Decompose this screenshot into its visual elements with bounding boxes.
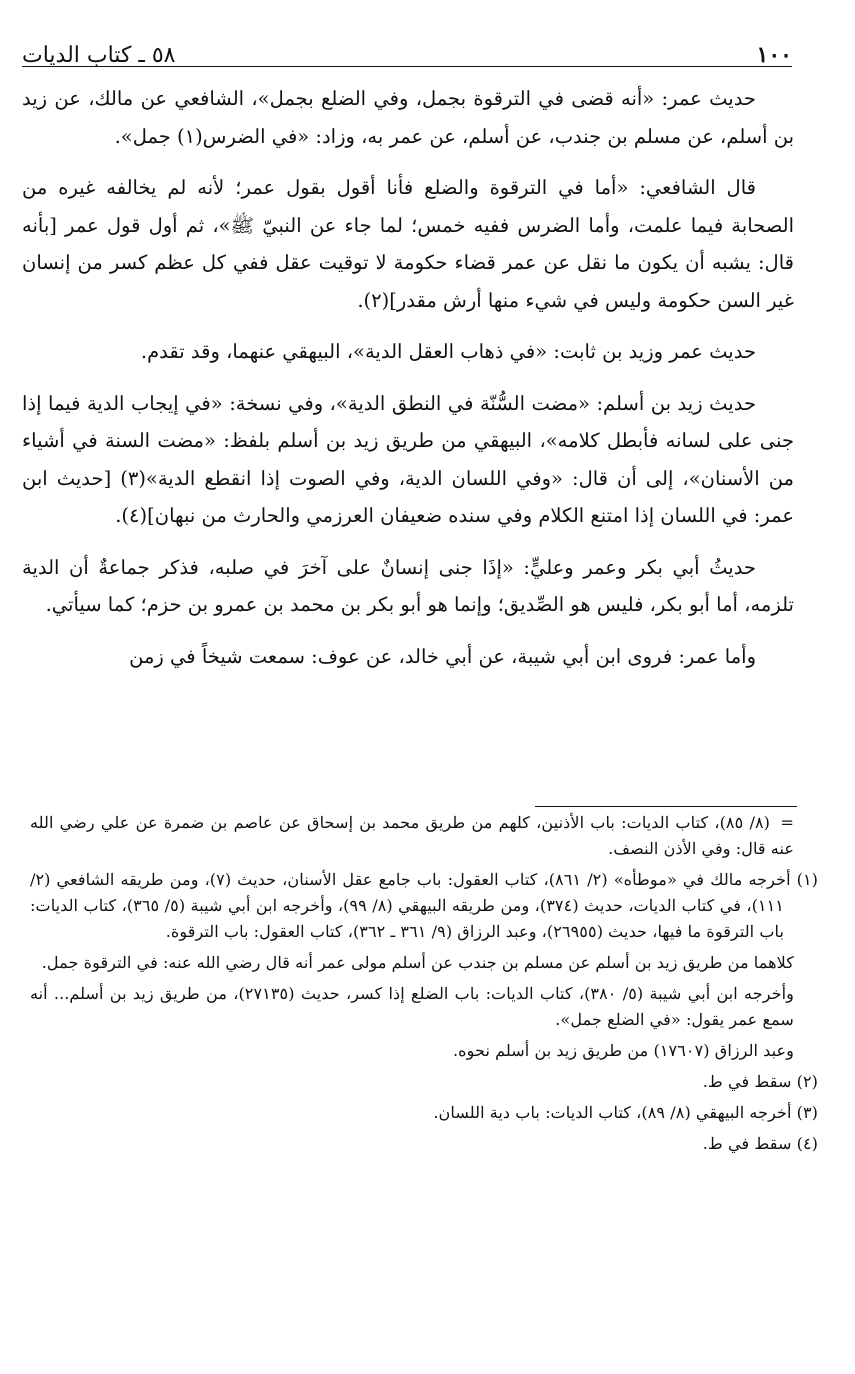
running-title: ٥٨ ـ كتاب الديات [22, 43, 176, 68]
carryover-mark: = [780, 813, 794, 832]
footnote-1-continued-c: وعبد الرزاق (١٧٦٠٧) من طريق زيد بن أسلم نحوه. [453, 1041, 794, 1060]
footnote-2: (٢) سقط في ط. [702, 1072, 818, 1091]
footnote-4: (٤) سقط في ط. [702, 1134, 818, 1153]
footnote-1: (١) أخرجه مالك في «موطأه» (٢/ ٨٦١)، كتاب العقول: باب جامع عقل الأسنان، حديث (٧)، ومن طريقه الشافعي (٢/ ١١١)، في كتاب الديات، حديث (٣٧٤)، ومن طريقه البيهقي (٨/ ٩٩)، وأخرجه ابن أبي شيبة (٥/ ٣٦٥)، كتاب الديات: باب الترقوة ما فيها، حديث (٢٦٩٥٥)، وعبد الرزاق (٩/ ٣٦١ ـ ٣٦٢)، كتاب العقول: باب الترقوة. [30, 870, 818, 941]
paragraph-shafii-saying: قال الشافعي: «أما في الترقوة والضلع فأنا أقول بقول عمر؛ لأنه لم يخالفه غيره من الصحابة فيما علمت، وأما الضرس ففيه خمس؛ لما جاء عن النبيّ ﷺ»، ثم أول قول عمر [بأنه قال: يشبه أن يكون ما نقل عن عمر قضاء حكومة لا توقيت عقل ففي كل عظم كسر من إنسان غير السن حكومة وليس في شيء منها أرش مقدر](٢). [22, 176, 794, 312]
paragraph-abu-bakr-hadith: حديثُ أبي بكر وعمر وعليٍّ: «إذَا جنى إنسانٌ على آخرَ في صلبه، فذكر جماعةٌ أن الدية تلزمه، أما أبو بكر، فليس هو الصِّديق؛ وإنما هو أبو بكر بن محمد بن عمرو بن حزم؛ كما سيأتي. [22, 555, 794, 616]
main-text [22, 80, 794, 689]
paragraph-umar-narration: وأما عمر: فروى ابن أبي شيبة، عن أبي خالد، عن عوف: سمعت شيخاً في زمن [129, 644, 756, 668]
footnote-3: (٣) أخرجه البيهقي (٨/ ٨٩)، كتاب الديات: باب دية اللسان. [433, 1103, 818, 1122]
paragraph-umar-zayd-hadith: حديث عمر وزيد بن ثابت: «في ذهاب العقل الدية»، البيهقي عنهما، وقد تقدم. [140, 340, 756, 363]
footnote-carryover [30, 810, 818, 862]
carryover-text: (٨/ ٨٥)، كتاب الديات: باب الأذنين، كلهم من طريق محمد بن إسحاق عن عاصم بن ضمرة عن علي رضي الله عنه قال: وفي الأذن النصف. [30, 813, 794, 858]
page-header [22, 30, 792, 68]
paragraph-zayd-aslam-hadith: حديث زيد بن أسلم: «مضت السُّنّة في النطق الدية»، وفي نسخة: «في إيجاب الدية فيما إذا جنى على لسانه فأبطل كلامه»، البيهقي من طريق زيد بن أسلم بلفظ: «مضت السنة في أشياء من الأسنان»، إلى أن قال: «وفي اللسان الدية، وفي الصوت إذا انقطع الدية»(٣) [حديث ابن عمر: في اللسان إذا امتنع الكلام وفي سنده ضعيفان العرزمي والحارث من نبهان](٤). [22, 391, 794, 527]
footnote-1-continued-a: كلاهما من طريق زيد بن أسلم عن مسلم بن جندب عن أسلم مولى عمر أنه قال رضي الله عنه: في الترقوة جمل. [41, 953, 794, 972]
footnotes [30, 810, 818, 1162]
header-rule [22, 66, 792, 67]
page-number: ١٠٠ [756, 42, 792, 68]
footnote-separator [535, 806, 797, 807]
footnote-1-continued-b: وأخرجه ابن أبي شيبة (٥/ ٣٨٠)، كتاب الديات: باب الضلع إذا كسر، حديث (٢٧١٣٥)، من طريق زيد بن أسلم... أنه سمع عمر يقول: «في الضلع جمل». [30, 984, 794, 1029]
paragraph-umar-hadith: حديث عمر: «أنه قضى في الترقوة بجمل، وفي الضلع بجمل»، الشافعي عن مالك، عن زيد بن أسلم، عن مسلم بن جندب، عن أسلم، عن عمر به، وزاد: «في الضرس(١) جمل». [22, 87, 794, 148]
